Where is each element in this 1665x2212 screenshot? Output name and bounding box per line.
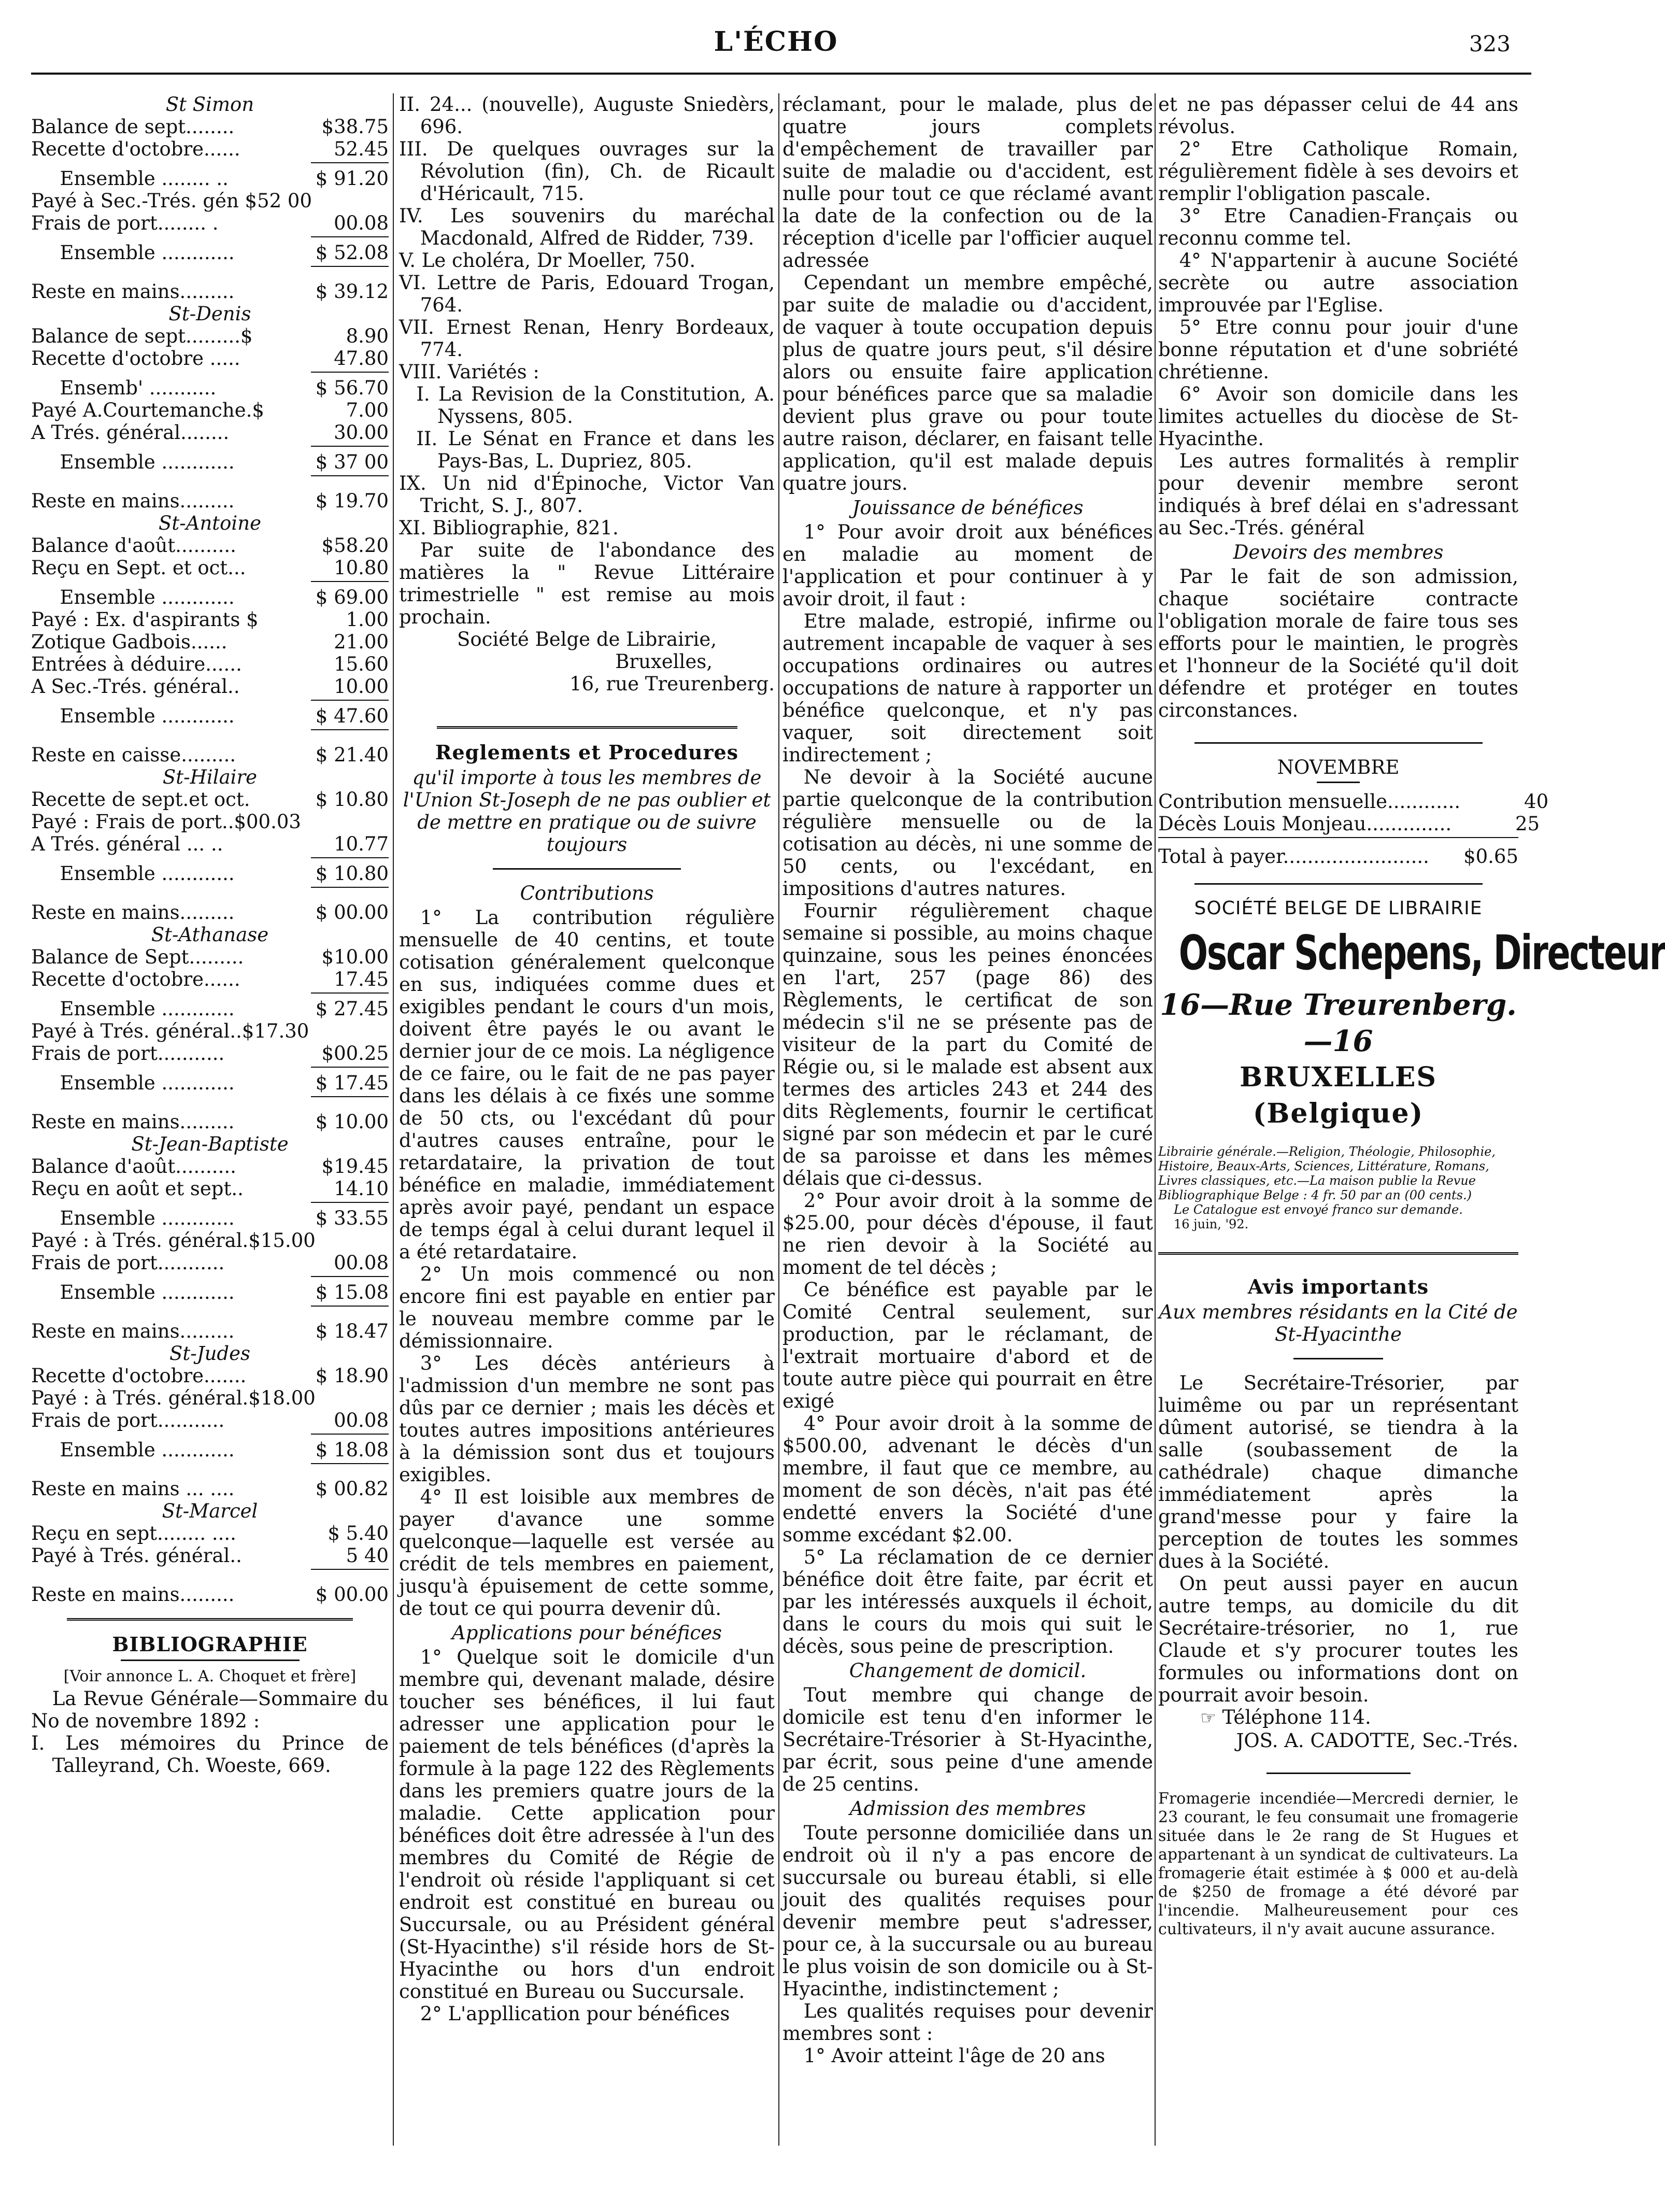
account-total-row	[31, 1207, 389, 1229]
account-row-label: Balance de sept........	[31, 116, 235, 138]
subtotal-rule	[311, 1276, 389, 1277]
account-row-amount: $ 00.82	[315, 1478, 389, 1500]
advertisement-librairie	[1158, 897, 1665, 1231]
november-total-amount: $0.65	[1463, 845, 1518, 868]
account-row-label: Reçu en sept........ ....	[31, 1522, 236, 1544]
account-row-amount: 25	[1515, 813, 1540, 835]
account-row-amount: 17.45	[334, 968, 389, 990]
account-row	[31, 421, 389, 444]
paragraph: Les qualités requises pour devenir membres sont :	[782, 2000, 1153, 2045]
account-row-amount: 14.10	[334, 1178, 389, 1200]
account-block	[31, 1342, 389, 1500]
bibliography-item: V. Le choléra, Dr Moeller, 750.	[399, 249, 696, 272]
column-rule	[1155, 93, 1156, 2146]
account-row-amount: $ 91.20	[315, 167, 389, 190]
paragraph: 1° Quelque soit le domicile d'un membre qui, devenant malade, désire toucher ses bénéfices, il lui faut adresser une application pour le paiement de tels bénéfices (d'après la formule à la page 122 des Règlements dans les premiers quatre jours de la maladie. Cette application pour bénéfices doit être adressée à l'un des membres du Comité de Régie de l'endroit où réside l'appliquant si cet endroit est constitué en bureau ou Succursale, ou au Président général (St-Hyacinthe) s'il réside hors de St-Hyacinthe ou hors d'un endroit constitué en Bureau ou Succursale.	[399, 1646, 775, 2003]
account-row-label: Ensemble ............	[60, 1281, 235, 1303]
account-row-label: A Trés. général........	[31, 421, 230, 444]
paragraph: 3° Les décès antérieurs à l'admission d'un membre ne sont pas dûs par ce dernier ; mais les décès et toutes autres impositions antérieures à la démission sont dus et toujours exigibles.	[399, 1352, 775, 1486]
account-row-label: Décès Louis Monjeau..............	[1158, 813, 1452, 835]
subtotal-rule	[311, 236, 389, 237]
bibliography-signature-address: 16, rue Treurenberg.	[570, 673, 775, 695]
account-row-label: Reste en mains.........	[31, 901, 235, 924]
accounts-list	[31, 93, 389, 1606]
account-row-label: Recette d'octobre .....	[31, 347, 240, 370]
account-balance-row	[31, 490, 389, 512]
ad-date: 16 juin, '92.	[1174, 1217, 1249, 1231]
bibliography-note: [Voir annonce L. A. Choquet et frère]	[63, 1667, 357, 1685]
account-row-amount: $ 56.70	[315, 377, 389, 399]
account-row-label: Ensemble ............	[60, 586, 235, 608]
account-row-amount: 00.08	[334, 1252, 389, 1274]
subtotal-rule	[311, 1202, 389, 1203]
account-block	[31, 303, 389, 512]
ad-society-name: SOCIÉTÉ BELGE DE LIBRAIRIE	[1194, 898, 1483, 919]
account-row-label: Frais de port...........	[31, 1409, 225, 1431]
account-row-amount: $00.25	[321, 1042, 389, 1065]
account-row-label: Zotique Gadbois......	[31, 631, 227, 653]
account-row	[31, 811, 389, 833]
notice-signature: JOS. A. CADOTTE, Sec.-Trés.	[1236, 1729, 1518, 1752]
ad-catalogue-note: Le Catalogue est envoyé franco sur demande.	[1174, 1202, 1463, 1217]
section-rule	[493, 868, 681, 870]
account-balance-row	[31, 1111, 389, 1133]
account-row-label: Ensemb' ...........	[60, 377, 217, 399]
account-row-label: Balance d'août..........	[31, 1155, 236, 1178]
account-total-row	[31, 1072, 389, 1094]
account-title: St-Antoine	[159, 512, 261, 534]
paragraph: 1° La contribution régulière mensuelle de 40 centins, et toute cotisation généralement quelconque en sus, indiquées comme dues et exigibles pendant le cours d'un mois, doivent être payés le ou avant le dernier jour de ce mois. La négligence de ce faire, ou le fait de ne pas payer dans les délais à ce fixés une somme de 50 cts, ou l'excédant dû pour d'autres causes entraîne, pour le retardataire, la privation de tout bénéfice en maladie, immédiatement après avoir payé, pendant un espace de temps égal à celui durant lequel il a été retardataire.	[399, 906, 775, 1263]
column-3	[782, 93, 1153, 2146]
bibliography-items	[399, 93, 775, 539]
account-row-amount: 5 40	[346, 1544, 389, 1567]
account-row-amount: 40	[1524, 790, 1549, 813]
page-header	[31, 21, 1521, 78]
account-row-amount: $ 18.90	[315, 1365, 389, 1387]
account-row-amount	[312, 190, 400, 212]
account-row-amount: $ 18.47	[315, 1320, 389, 1342]
column-rule	[778, 93, 779, 2146]
account-row	[31, 1522, 389, 1544]
account-row-label: Ensemble ............	[60, 242, 235, 264]
account-block	[31, 766, 389, 924]
paragraph: 4° Pour avoir droit à la somme de $500.00, advenant le décès d'un membre, il faut que ce membre, au moment de son décès, n'ait pas été endetté envers la Société d'une somme excédant $2.00.	[782, 1412, 1153, 1546]
account-row-label: Payé : Ex. d'aspirants $	[31, 608, 259, 631]
notice-title: Avis importants	[1247, 1275, 1429, 1298]
november-total-row	[1158, 845, 1518, 868]
subtotal-rule	[311, 1067, 389, 1068]
ad-description: Librairie générale.—Religion, Théologie, Philosophie, Histoire, Beaux-Arts, Sciences, Littérature, Romans, Livres classiques, etc.—La maison publie la Revue Bibliographique Belge : 4 fr. 50 par an (00 cents.)	[1158, 1144, 1496, 1202]
subtotal-rule	[311, 372, 389, 373]
account-title: St-Judes	[169, 1342, 250, 1365]
subtotal-rule	[311, 266, 389, 267]
account-row-amount: $ 39.12	[315, 280, 389, 303]
account-row	[31, 1365, 389, 1387]
bibliography-item: I. La Revision de la Constitution, A. Nyssens, 805.	[416, 383, 775, 428]
november-row	[1158, 813, 1540, 835]
account-row-label: Reste en mains.........	[31, 1320, 235, 1342]
section-rule	[121, 1660, 300, 1661]
ad-director-name: Oscar Schepens, Directeur	[1178, 925, 1665, 981]
header-rule	[31, 73, 1531, 75]
account-row-label: Reste en mains.........	[31, 490, 235, 512]
account-row-label: Frais de port...........	[31, 1252, 225, 1274]
account-row-amount: 21.00	[334, 631, 389, 653]
account-row-amount: $ 37 00	[315, 451, 389, 473]
paragraph: 4° Il est loisible aux membres de payer d'avance une somme quelconque—laquelle est versée au crédit de tels membres en paiement, jusqu'à épuisement de cette somme, de tout ce qui pourra devenir dû.	[399, 1486, 775, 1620]
paragraph: 5° Etre connu pour jouir d'une bonne réputation et d'une sobriété chrétienne.	[1158, 316, 1518, 383]
account-row	[31, 399, 389, 421]
subtotal-rule	[311, 475, 389, 476]
subtotal-rule	[311, 1463, 389, 1464]
account-row-amount: 47.80	[334, 347, 389, 370]
subtotal-rule	[311, 887, 389, 888]
bibliography-item: XI. Bibliographie, 821.	[399, 517, 619, 539]
bibliography-signature-city: Bruxelles,	[615, 650, 713, 673]
account-title: St-Athanase	[151, 924, 269, 946]
paragraph: 5° La réclamation de ce dernier bénéfice doit être faite, par écrit et par les intéressés auxquels il échoit, dans le cours du mois qui suit le décès, sous peine de prescription.	[782, 1546, 1153, 1657]
account-row-amount: 52.45	[334, 138, 389, 160]
november-row	[1158, 790, 1549, 813]
masthead: L'ÉCHO	[714, 26, 838, 58]
account-row-label: Payé à Trés. général..	[31, 1544, 242, 1567]
account-row-label: Ensemble ............	[60, 1072, 235, 1094]
account-row-amount	[309, 1020, 397, 1042]
account-row	[31, 534, 389, 557]
account-row-label: A Trés. général ... ..	[31, 833, 223, 855]
account-row-amount: 00.08	[334, 1409, 389, 1431]
duties-heading: Devoirs des membres	[1233, 541, 1444, 563]
account-row-label: Contribution mensuelle............	[1158, 790, 1461, 813]
bibliography-item: I. Les mémoires du Prince de Talleyrand, Ch. Woeste, 669.	[31, 1732, 389, 1777]
account-title: St-Hilaire	[162, 766, 258, 788]
paragraph: et ne pas dépasser celui de 44 ans révolus.	[1158, 93, 1518, 138]
paragraph: 6° Avoir son domicile dans les limites actuelles du diocèse de St-Hyacinthe.	[1158, 383, 1518, 450]
paragraph: Etre malade, estropié, infirme ou autrement incapable de vaquer à ses occupations ordinaires ou autres occupations de nature à rapporter un bénéfice quelconque, et n'y pas vaquer, soit directement soit indirectement ;	[782, 610, 1153, 766]
account-total-row	[31, 1281, 389, 1303]
november-title: NOVEMBRE	[1277, 756, 1400, 778]
account-row-label: Reste en mains.........	[31, 1111, 235, 1133]
subtotal-rule	[311, 581, 389, 582]
paragraph: Ce bénéfice est payable par le Comité Central seulement, sur production, par le réclamant, de l'extrait mortuaire d'abord et de toute autre pièce qui pourrait en être exigé	[782, 1279, 1153, 1412]
account-row-label: Ensemble ............	[60, 1207, 235, 1229]
bibliography-item: IV. Les souvenirs du maréchal Macdonald, Alfred de Ridder, 739.	[399, 205, 775, 249]
paragraph: Ne devoir à la Société aucune partie quelconque de la contribution régulière mensuelle ou de la cotisation au décès, ni une somme de 50 cents, ou l'excédant, en impositions d'autres natures.	[782, 766, 1153, 900]
paragraph: Tout membre qui change de domicile est tenu d'en informer le Secrétaire-Trésorier à St-Hyacinthe, par écrit, sous peine d'une amende de 25 centins.	[782, 1684, 1153, 1795]
account-total-row	[31, 705, 389, 727]
account-row	[31, 1020, 389, 1042]
section-rule	[437, 726, 737, 729]
bibliography-item: III. De quelques ouvrages sur la Révolution (fin), Ch. de Ricault d'Héricault, 715.	[399, 138, 775, 205]
account-row	[31, 1544, 389, 1567]
paragraph: Fournir régulièrement chaque semaine si possible, au moins chaque quinzaine, sous les peines énoncées en l'art, 257 (page 86) des Règlements, le certificat de son médecin s'il ne se présente pas de visiteur de la part du Comité de Régie ou, si le malade est absent aux termes des articles 243 et 244 des dits Règlements, fournir le certificat signé par son médecin et par le curé de sa paroisse et dans les mêmes délais que ci-dessus.	[782, 900, 1153, 1189]
account-row-amount: $ 47.60	[315, 705, 389, 727]
account-total-row	[31, 1439, 389, 1461]
column-rule	[393, 93, 394, 2146]
column-1	[31, 93, 389, 2146]
fromagerie-news: Fromagerie incendiée—Mercredi dernier, le 23 courant, le feu consumait une fromagerie située dans le 2e rang de St Hugues et appartenant à un syndicat de cultivateurs. La fromagerie était estimée à $ 000 et au-delà de $250 de fromage a été dévoré par l'incendie. Malheureusement pour ces cultivateurs, il n'y avait aucune assurance.	[1158, 1790, 1518, 1938]
account-row-label: Reste en mains.........	[31, 1583, 235, 1606]
account-row	[31, 788, 389, 811]
account-row-amount: 10.77	[334, 833, 389, 855]
account-total-row	[31, 377, 389, 399]
account-row-amount: $ 33.55	[315, 1207, 389, 1229]
applications-heading: Applications pour bénéfices	[452, 1622, 722, 1644]
account-balance-row	[31, 280, 389, 303]
bibliography-signature: Société Belge de Librairie,	[457, 628, 717, 650]
bibliography-intro: La Revue Générale—Sommaire du No de novembre 1892 :	[31, 1688, 389, 1732]
account-row-amount: $ 27.45	[315, 998, 389, 1020]
account-row-label: Ensemble ............	[60, 998, 235, 1020]
section-rule	[1158, 1252, 1518, 1255]
bibliography-item: II. 24... (nouvelle), Auguste Sniedèrs, 696.	[399, 93, 775, 138]
account-row-amount: $ 15.08	[315, 1281, 389, 1303]
contributions-heading: Contributions	[520, 882, 654, 904]
november-total-label: Total à payer........................	[1158, 845, 1429, 868]
account-row	[31, 608, 389, 631]
account-row-amount: 10.80	[334, 557, 389, 579]
paragraph: 4° N'appartenir à aucune Société secrète ou autre association improuvée par l'Eglise.	[1158, 249, 1518, 316]
bibliography-item: VII. Ernest Renan, Henry Bordeaux, 774.	[399, 316, 775, 361]
jouissance-heading: Jouissance de bénéfices	[852, 497, 1084, 519]
subtotal-rule	[311, 857, 389, 858]
notice-paragraph: On peut aussi payer en aucun autre temps, au domicile du dit Secrétaire-trésorier, no 1, rue Claude et s'y procurer toutes les formules ou informations dont on pourrait avoir besoin.	[1158, 1572, 1518, 1706]
account-row-amount: $ 52.08	[315, 242, 389, 264]
account-row	[31, 557, 389, 579]
account-row	[31, 833, 389, 855]
account-row	[31, 116, 389, 138]
bibliography-title: BIBLIOGRAPHIE	[112, 1633, 308, 1656]
paragraph: 1° Pour avoir droit aux bénéfices en maladie au moment de l'application et pour continuer à y avoir droit, il faut :	[782, 521, 1153, 610]
account-row-label: Recette d'octobre.......	[31, 1365, 247, 1387]
account-row-amount: 30.00	[334, 421, 389, 444]
account-row-label: Ensemble ........ ..	[60, 167, 229, 190]
page-number: 323	[1469, 31, 1511, 56]
account-row-label: Entrées à déduire......	[31, 653, 242, 675]
section-rule	[67, 1618, 353, 1621]
account-total-row	[31, 998, 389, 1020]
account-row-amount: 15.60	[334, 653, 389, 675]
account-row-label: Ensemble ............	[60, 451, 235, 473]
bibliography-item: VI. Lettre de Paris, Edouard Trogan, 764.	[399, 272, 775, 316]
account-balance-row	[31, 1320, 389, 1342]
notice-paragraph: Le Secrétaire-Trésorier, par luimême ou par un représentant dûment autorisé, se tiendra à la salle (soubassement de la cathédrale) chaque dimanche immédiatement après la grand'messe pour y faire la perception de toutes les sommes dues à la Société.	[1158, 1372, 1518, 1572]
account-row-label: Ensemble ............	[60, 1439, 235, 1461]
account-row	[31, 212, 389, 234]
account-block	[31, 1133, 389, 1342]
account-row-label: Reste en mains.........	[31, 280, 235, 303]
account-total-row	[31, 586, 389, 608]
account-row-label: Payé à Sec.-Trés. gén $52 00	[31, 190, 312, 212]
column-4	[1158, 93, 1665, 2146]
account-row-amount	[316, 1229, 404, 1252]
account-row	[31, 1229, 389, 1252]
subtotal-rule	[311, 1096, 389, 1097]
account-block	[31, 924, 389, 1133]
account-row-label: Recette d'octobre......	[31, 968, 240, 990]
total-rule	[1158, 837, 1518, 838]
account-block	[31, 512, 389, 766]
account-row-label: Frais de port...........	[31, 1042, 225, 1065]
account-row-label: Reçu en Sept. et oct...	[31, 557, 246, 579]
section-rule	[1266, 1773, 1411, 1774]
account-row-label: Recette de sept.et oct.	[31, 788, 250, 811]
regulations-title: Reglements et Procedures	[435, 741, 739, 764]
account-title: St-Marcel	[162, 1500, 258, 1522]
account-row-label: Payé : à Trés. général.$18.00	[31, 1387, 316, 1409]
bibliography-item: IX. Un nid d'Épinoche, Victor Van Tricht, S. J., 807.	[399, 472, 775, 517]
account-row-amount: $ 21.40	[315, 744, 389, 766]
account-row-amount: $ 00.00	[315, 1583, 389, 1606]
account-row-label: Payé : à Trés. général.$15.00	[31, 1229, 316, 1252]
account-row-label: Reste en caisse.........	[31, 744, 236, 766]
telephone-text: Téléphone 114.	[1222, 1706, 1371, 1728]
account-row-label: Balance d'août..........	[31, 534, 236, 557]
notice-subtitle: Aux membres résidants en la Cité de St-Hyacinthe	[1159, 1301, 1518, 1345]
paragraph: 1° Avoir atteint l'âge de 20 ans	[803, 2045, 1105, 2067]
pointing-hand-icon: ☞	[1200, 1708, 1216, 1728]
subtotal-rule	[311, 1306, 389, 1307]
paragraph: 2° Un mois commencé ou non encore fini est payable en entier par le nouveau membre comme par le démissionnaire.	[399, 1263, 775, 1352]
paragraph: 2° Etre Catholique Romain, régulièrement fidèle à ses devoirs et remplir l'obligation pascale.	[1158, 138, 1518, 205]
ad-city: BRUXELLES (Belgique)	[1240, 1061, 1437, 1129]
section-rule	[1293, 1358, 1384, 1359]
account-row-amount: $ 5.40	[328, 1522, 389, 1544]
bibliography-item: II. Le Sénat en France et dans les Pays-Bas, L. Dupriez, 805.	[416, 428, 775, 472]
account-row-amount: $ 69.00	[315, 586, 389, 608]
subtotal-rule	[311, 1434, 389, 1435]
account-row-amount	[301, 811, 389, 833]
account-row-label: Reçu en août et sept..	[31, 1178, 244, 1200]
paragraph: réclamant, pour le malade, plus de quatre jours complets d'empêchement de travailler par suite de maladie ou d'accident, est nulle pour tout ce que réclamé avant la date de la confection ou de la réception d'icelle par l'officier auquel adressée	[782, 93, 1153, 272]
account-row-amount: 10.00	[334, 675, 389, 698]
account-row	[31, 1252, 389, 1274]
account-row	[31, 325, 389, 347]
account-row	[31, 347, 389, 370]
november-table	[1158, 790, 1549, 835]
account-row	[31, 968, 389, 990]
account-row-amount: $ 10.00	[315, 1111, 389, 1133]
account-row-label: A Sec.-Trés. général..	[31, 675, 240, 698]
subtotal-rule	[311, 992, 389, 994]
account-balance-row	[31, 1478, 389, 1500]
subtotal-rule	[311, 446, 389, 447]
account-row-label: Balance de Sept.........	[31, 946, 244, 968]
account-row-label: Reste en mains ... ....	[31, 1478, 235, 1500]
account-row-amount: $ 18.08	[315, 1439, 389, 1461]
account-row	[31, 631, 389, 653]
ad-address: 16—Rue Treurenberg.—16	[1160, 988, 1517, 1058]
account-row-label: Ensemble ............	[60, 705, 235, 727]
account-title: St Simon	[165, 93, 254, 116]
account-row-label: Payé A.Courtemanche.$	[31, 399, 264, 421]
paragraph: 2° Pour avoir droit à la somme de $25.00, pour décès d'épouse, il faut ne rien devoir à la Société au moment de tel décès ;	[782, 1189, 1153, 1279]
account-row-label: Balance de sept.........$	[31, 325, 253, 347]
account-row-amount: $ 00.00	[315, 901, 389, 924]
domicile-heading: Changement de domicil.	[849, 1660, 1087, 1682]
account-row-label: Frais de port........ .	[31, 212, 219, 234]
account-balance-row	[31, 744, 389, 766]
account-row	[31, 1155, 389, 1178]
account-total-row	[31, 451, 389, 473]
subtotal-rule	[311, 1569, 389, 1570]
account-total-row	[31, 862, 389, 885]
paragraph: Les autres formalités à remplir pour devenir membre seront indiqués à bref délai en s'adressant au Sec.-Trés. général	[1158, 450, 1518, 539]
account-title: St-Jean-Baptiste	[131, 1133, 289, 1155]
account-row	[31, 1042, 389, 1065]
account-row-amount: $ 10.80	[315, 862, 389, 885]
bibliography-item: VIII. Variétés :	[399, 361, 539, 383]
section-rule	[1194, 742, 1483, 744]
account-total-row	[31, 167, 389, 190]
account-row-amount: 7.00	[346, 399, 389, 421]
account-row	[31, 1387, 389, 1409]
paragraph: Par le fait de son admission, chaque sociétaire contracte l'obligation morale de faire tous ses efforts pour le maintien, le progrès et l'honneur de la Société qu'il doit défendre et protéger en toutes circonstances.	[1158, 565, 1518, 721]
subtotal-rule	[311, 729, 389, 730]
account-row	[31, 1409, 389, 1431]
account-row-amount: $58.20	[321, 534, 389, 557]
account-row-amount: $10.00	[321, 946, 389, 968]
account-row-label: Payé : Frais de port..$00.03	[31, 811, 301, 833]
account-row-amount	[316, 1387, 404, 1409]
account-row-amount: $ 10.80	[315, 788, 389, 811]
account-row-label: Ensemble ............	[60, 862, 235, 885]
column-2	[399, 93, 775, 2146]
account-title: St-Denis	[168, 303, 251, 325]
account-row	[31, 190, 389, 212]
account-row	[31, 675, 389, 698]
subtotal-rule	[311, 162, 389, 163]
notice-telephone	[1158, 1706, 1518, 1729]
account-row-amount: 1.00	[346, 608, 389, 631]
account-row-amount: 00.08	[334, 212, 389, 234]
account-row-amount: $19.45	[321, 1155, 389, 1178]
account-row	[31, 138, 389, 160]
account-row-label: Recette d'octobre......	[31, 138, 240, 160]
account-row-amount: 8.90	[346, 325, 389, 347]
account-row-amount: $ 19.70	[315, 490, 389, 512]
paragraph: Cependant un membre empêché, par suite de maladie ou d'accident, de vaquer à toute occupation depuis plus de quatre jours peut, s'il désire alors ou ensuite faire application pour bénéfices parce que sa maladie devient plus grave ou pour toute autre raison, déclarer, en faisant telle application, qu'il est malade depuis quatre jours.	[782, 272, 1153, 494]
account-block	[31, 1500, 389, 1606]
account-row	[31, 1178, 389, 1200]
account-balance-row	[31, 901, 389, 924]
account-row	[31, 653, 389, 675]
admission-heading: Admission des membres	[849, 1797, 1086, 1820]
paragraph: Toute personne domiciliée dans un endroit où il n'y a pas encore de succursale ou bureau établi, si elle jouit des qualités requises pour devenir membre peut s'adresser, pour ce, à la succursale ou au bureau le plus voisin de son domicile ou à St-Hyacinthe, indistinctement ;	[782, 1822, 1153, 2000]
paragraph: 3° Etre Canadien-Français ou reconnu comme tel.	[1158, 205, 1518, 249]
regulations-subtitle: qu'il importe à tous les membres de l'Union St-Joseph de ne pas oublier et de mettre en pratique ou de suivre toujours	[403, 767, 771, 856]
account-balance-row	[31, 1583, 389, 1606]
bibliography-closing-note: Par suite de l'abondance des matières la " Revue Littéraire trimestrielle " est remise au mois prochain.	[399, 539, 775, 628]
account-row-amount: $ 17.45	[315, 1072, 389, 1094]
account-row-amount: $38.75	[321, 116, 389, 138]
account-total-row	[31, 242, 389, 264]
account-block	[31, 93, 389, 303]
account-row-label: Payé à Trés. général..$17.30	[31, 1020, 309, 1042]
section-rule	[1317, 782, 1360, 783]
subtotal-rule	[311, 700, 389, 701]
paragraph: 2° L'appllication pour bénéfices	[420, 2003, 730, 2025]
section-rule	[1194, 883, 1483, 885]
account-row	[31, 946, 389, 968]
